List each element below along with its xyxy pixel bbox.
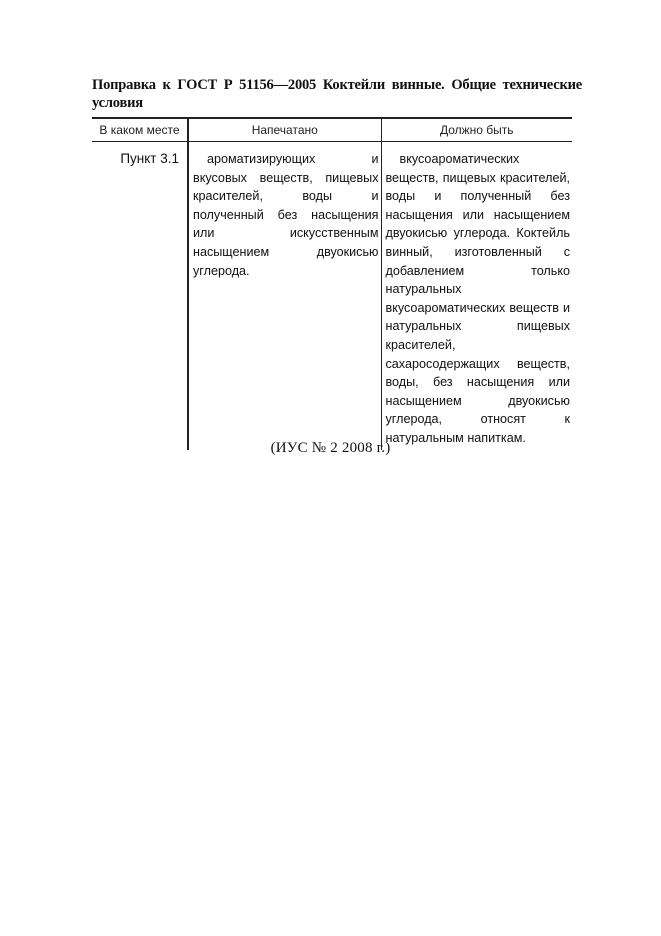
table-header-row [92, 118, 572, 142]
correction-table [92, 117, 572, 450]
cell-printed-text: ароматизирующих и вкусовых веществ, пищевых красителей, воды и полученный без насыщения или искусственным насыщением двуокисью углерода. [193, 152, 379, 278]
cell-should-be-text: вкусоароматических веществ, пищевых красителей, воды и полученный без насыщения или насыщением двуокисью углерода. Коктейль винный, изготовленный с добавлением только натуральных вкусоароматических веществ и натуральных пищевых красителей, сахаросодержащих веществ, воды, без насыщения или насыщением двуокисью углерода, относят к натуральным напиткам. [385, 152, 570, 445]
cell-printed [188, 142, 381, 450]
correction-table-container [92, 117, 572, 450]
header-printed: Напечатано [188, 118, 381, 142]
cell-location: Пункт 3.1 [120, 151, 179, 166]
table-row [92, 142, 572, 450]
cell-should-be [381, 142, 572, 450]
header-should-be: Должно быть [381, 118, 572, 142]
header-location: В каком месте [99, 123, 180, 137]
source-reference: (ИУС № 2 2008 г.) [270, 440, 391, 456]
document-heading: Поправка к ГОСТ Р 51156—2005 Коктейли винные. Общие технические условия [92, 77, 582, 111]
